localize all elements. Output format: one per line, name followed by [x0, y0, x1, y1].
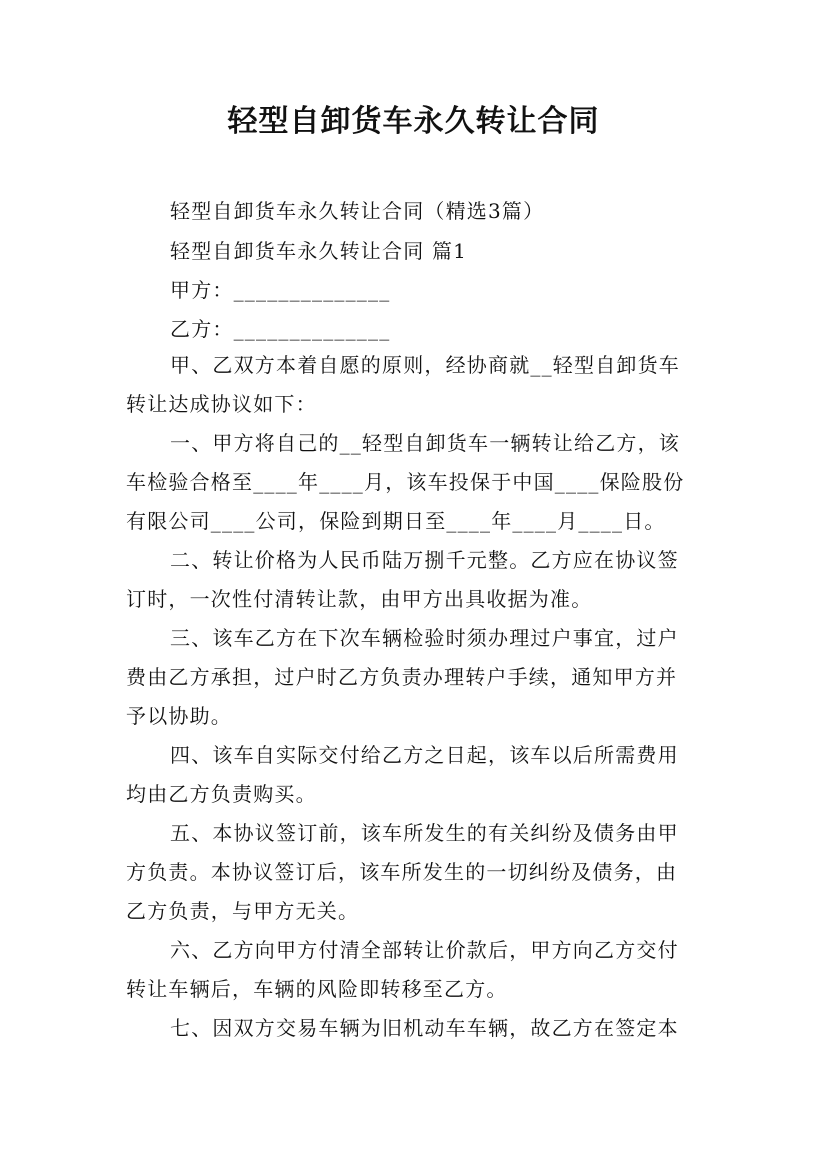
- clause-6-line: 六、乙方向甲方付清全部转让价款后，甲方向乙方交付: [170, 938, 679, 962]
- document-title: 轻型自卸货车永久转让合同: [227, 104, 600, 139]
- clause-5-line: 方负责。本协议签订后，该车所发生的一切纠纷及债务，由: [126, 860, 678, 884]
- clause-2-line: 二、转让价格为人民币陆万捌千元整。乙方应在协议签: [170, 548, 679, 572]
- party-b-line: 乙方：______________: [170, 317, 391, 341]
- clause-6-line: 转让车辆后，车辆的风险即转移至乙方。: [126, 977, 508, 1001]
- clause-1-line: 一、甲方将自己的__轻型自卸货车一辆转让给乙方，该: [170, 431, 680, 455]
- clause-3-line: 费由乙方承担，过户时乙方负责办理转户手续，通知甲方并: [126, 665, 678, 689]
- paragraph-line: 甲、乙双方本着自愿的原则，经协商就__轻型自卸货车: [170, 353, 680, 377]
- clause-1-line: 车检验合格至____年____月，该车投保于中国____保险股份: [126, 470, 685, 494]
- clause-3-line: 予以协助。: [126, 704, 232, 728]
- subtitle-collection: 轻型自卸货车永久转让合同（精选3篇）: [170, 199, 545, 223]
- clause-5-line: 五、本协议签订前，该车所发生的有关纠纷及债务由甲: [170, 821, 679, 845]
- clause-3-line: 三、该车乙方在下次车辆检验时须办理过户事宜，过户: [170, 626, 679, 650]
- clause-4-line: 四、该车自实际交付给乙方之日起，该车以后所需费用: [170, 743, 679, 767]
- party-a-line: 甲方：______________: [170, 278, 391, 302]
- clause-2-line: 订时，一次性付清转让款，由甲方出具收据为准。: [126, 587, 593, 611]
- clause-4-line: 均由乙方负责购买。: [126, 782, 317, 806]
- section-heading: 轻型自卸货车永久转让合同 篇1: [170, 239, 468, 263]
- clause-1-line: 有限公司____公司，保险到期日至____年____月____日。: [126, 509, 666, 533]
- paragraph-line: 转让达成协议如下：: [126, 392, 317, 416]
- clause-7-line: 七、因双方交易车辆为旧机动车车辆，故乙方在签定本: [170, 1016, 679, 1040]
- clause-5-line: 乙方负责，与甲方无关。: [126, 899, 360, 923]
